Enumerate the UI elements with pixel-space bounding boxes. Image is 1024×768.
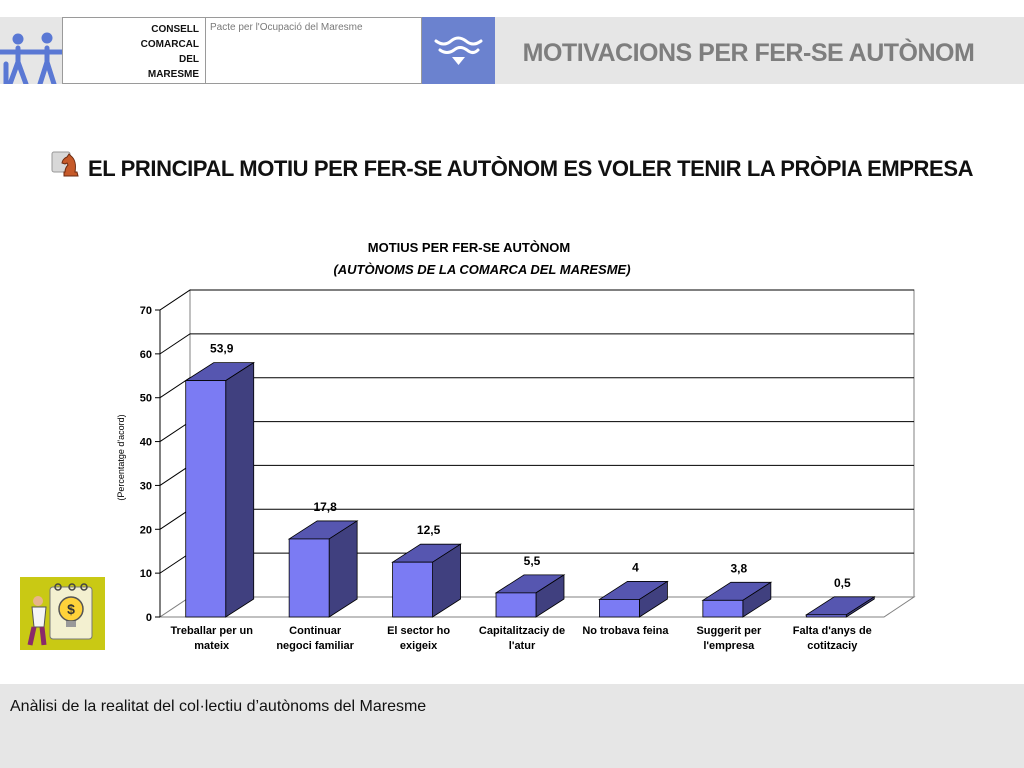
data-label: 0,5 (833, 575, 851, 590)
chart-bar (289, 521, 357, 617)
y-tick-label: 40 (139, 436, 152, 449)
emblem-box (422, 17, 495, 84)
x-tick-label: Falta d'anys de (792, 625, 872, 637)
footer-text: Anàlisi de la realitat del col·lectiu d’autònoms del Maresme (10, 698, 427, 715)
y-tick-label: 0 (145, 612, 152, 624)
y-tick-label: 50 (139, 392, 152, 405)
x-tick-label: mateix (194, 640, 230, 652)
x-tick-label: l'atur (508, 640, 536, 652)
chart-bar-front (186, 381, 226, 617)
x-tick-label: El sector ho (387, 625, 451, 637)
chart-bar-front (599, 599, 639, 617)
chart-bar-front (703, 600, 743, 617)
chart-bar-side (226, 363, 254, 617)
footer (0, 684, 1024, 768)
pacte-label: Pacte per l'Ocupació del Maresme (210, 22, 363, 33)
bar-chart (110, 236, 930, 656)
svg-text:$: $ (67, 601, 75, 617)
chart-bar (186, 363, 254, 617)
data-label: 53,9 (210, 341, 234, 356)
chart-bar-front (289, 539, 329, 617)
data-label: 17,8 (313, 499, 337, 514)
x-tick-label: Continuar (289, 625, 342, 637)
waves-emblem-icon (422, 17, 495, 84)
council-name: CONSELL COMARCAL DEL MARESME (140, 24, 199, 80)
x-tick-label: negoci familiar (276, 640, 354, 652)
y-tick-label: 10 (139, 568, 152, 581)
data-label: 4 (632, 560, 639, 575)
money-idea-clipart-icon (20, 577, 105, 650)
chart-bar-front (806, 615, 846, 617)
chess-knight-icon (50, 148, 82, 180)
x-tick-label: exigeix (399, 640, 438, 652)
y-tick-label: 30 (139, 480, 152, 493)
y-axis-label: (Percentatge d'acord) (116, 414, 126, 501)
x-tick-label: Treballar per un (170, 625, 253, 637)
headline: EL PRINCIPAL MOTIU PER FER-SE AUTÒNOM ES VOLER TENIR LA PRÒPIA EMPRESA (88, 156, 974, 181)
data-label: 5,5 (523, 553, 541, 568)
data-label: 3,8 (730, 561, 748, 576)
y-tick-label: 70 (139, 305, 152, 317)
chart-bar-front (496, 593, 536, 617)
x-tick-label: No trobava feina (582, 625, 669, 637)
data-label: 12,5 (416, 523, 441, 538)
y-axis (140, 305, 160, 624)
page-title: MOTIVACIONS PER FER-SE AUTÒNOM (522, 39, 975, 67)
x-axis-labels (170, 625, 871, 652)
y-tick-label: 20 (139, 524, 152, 537)
y-tick-label: 60 (139, 348, 152, 361)
pacte-box (206, 17, 422, 84)
x-tick-label: Capitalitzaciy de (478, 625, 566, 637)
x-tick-label: Suggerit per (696, 625, 762, 637)
council-logo-box (62, 17, 206, 84)
chart-plot-area (160, 290, 914, 617)
chart-bar-front (393, 562, 433, 617)
x-tick-label: l'empresa (703, 640, 755, 652)
chart-title: MOTIUS PER FER-SE AUTÒNOM (367, 240, 571, 255)
chart-subtitle: (AUTÒNOMS DE LA COMARCA DEL MARESME) (333, 262, 631, 277)
x-tick-label: cotitzaciy (807, 640, 858, 652)
